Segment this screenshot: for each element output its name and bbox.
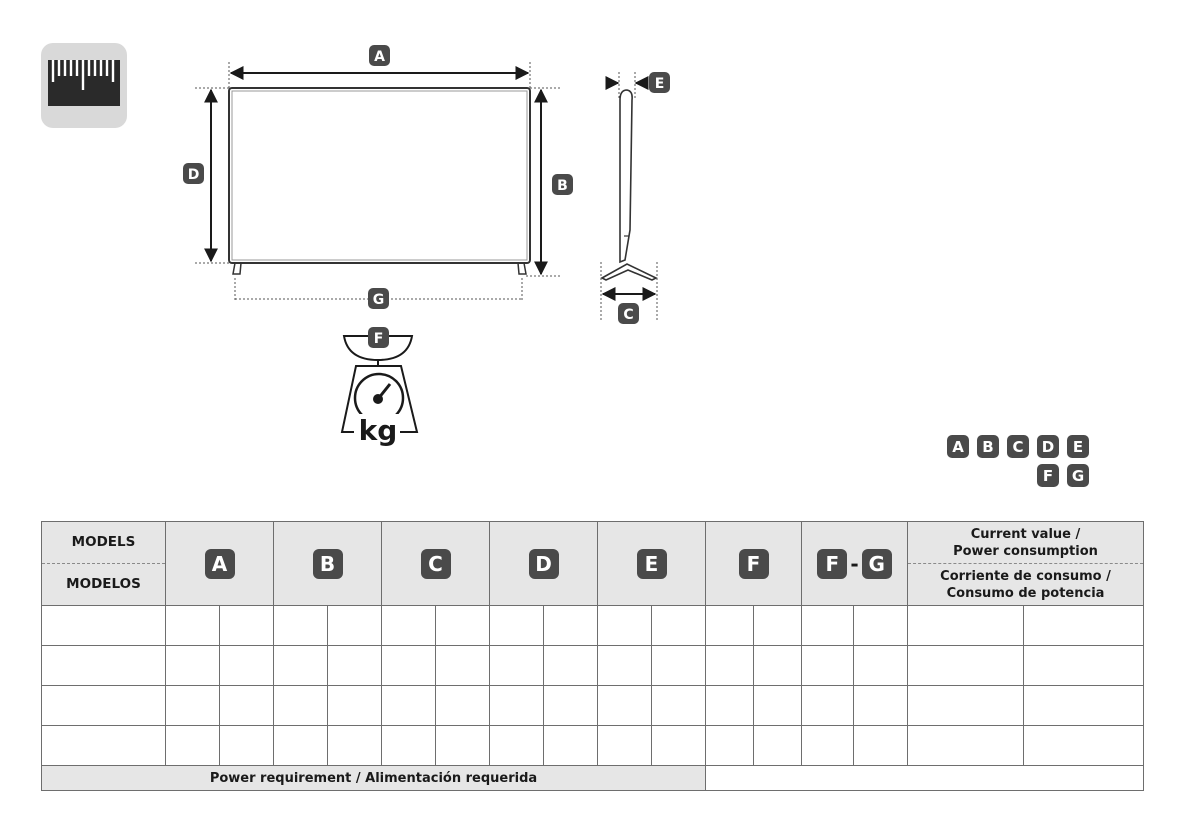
- dimensions-table: [41, 521, 1144, 791]
- svg-text:E: E: [654, 76, 665, 92]
- svg-text:C: C: [623, 307, 634, 323]
- svg-text:G: G: [1071, 467, 1085, 485]
- svg-text:C: C: [1012, 438, 1024, 456]
- table-row: [42, 646, 1144, 686]
- label-badge-c: [618, 303, 639, 324]
- svg-text:F: F: [1042, 467, 1054, 485]
- tv-front-view: [195, 62, 562, 300]
- table-row: [42, 606, 1144, 646]
- column-header-c: C: [382, 522, 490, 606]
- power-requirement-value: [706, 766, 1144, 791]
- svg-text:B: B: [982, 438, 994, 456]
- current-en-line2: Power consumption: [953, 543, 1098, 559]
- column-header-e: E: [598, 522, 706, 606]
- svg-text:A: A: [952, 438, 964, 456]
- table-row: [42, 726, 1144, 766]
- column-header-d: D: [490, 522, 598, 606]
- current-en-line1: Current value /: [970, 526, 1081, 542]
- label-badge-a: [369, 45, 390, 66]
- column-header-a: A: [166, 522, 274, 606]
- current-es-line2: Consumo de potencia: [946, 585, 1105, 601]
- label-badge-g: [368, 288, 389, 309]
- power-requirement-label: Power requirement / Alimentación requerida: [42, 766, 706, 791]
- models-header: [42, 522, 166, 606]
- label-badge-d: [183, 163, 204, 184]
- legend-badges: [947, 435, 1089, 487]
- current-value-header: [908, 522, 1144, 606]
- column-header-f-g: F - G: [802, 522, 908, 606]
- tv-side-view: [601, 72, 657, 322]
- current-es-line1: Corriente de consumo /: [940, 568, 1111, 584]
- svg-text:G: G: [372, 292, 385, 308]
- weight-scale-icon: [342, 336, 417, 447]
- label-badge-e: [649, 72, 670, 93]
- table-row: [42, 686, 1144, 726]
- scale-unit-label: kg: [358, 414, 398, 447]
- label-badge-f: [368, 327, 389, 348]
- measuring-ruler-icon: [41, 43, 127, 128]
- models-en-label: MODELS: [42, 522, 165, 564]
- column-header-f: F: [706, 522, 802, 606]
- svg-text:A: A: [374, 49, 385, 65]
- label-badge-b: [552, 174, 573, 195]
- svg-text:D: D: [1041, 438, 1055, 456]
- svg-text:E: E: [1072, 438, 1084, 456]
- svg-text:F: F: [373, 331, 384, 347]
- svg-text:D: D: [187, 167, 200, 183]
- models-es-label: MODELOS: [66, 576, 141, 592]
- column-header-b: B: [274, 522, 382, 606]
- svg-text:B: B: [557, 178, 568, 194]
